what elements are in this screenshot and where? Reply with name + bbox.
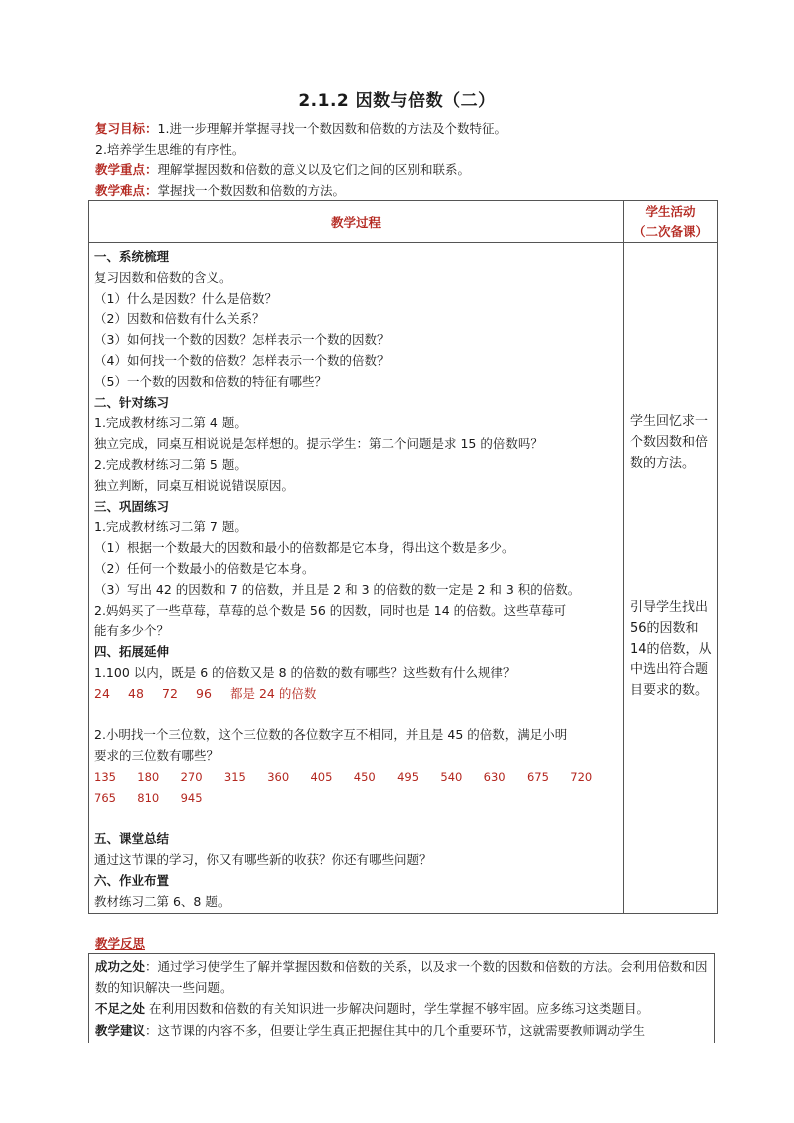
- section-title: 三、巩固练习: [94, 498, 170, 514]
- text-line: 要求的三位数有哪些？: [94, 748, 220, 764]
- key-point-line: [95, 159, 470, 180]
- text-line: （3）写出 42 的因数和 7 的倍数，并且是 2 和 3 的倍数的数一定是 2 和 3 积的倍数。: [94, 581, 581, 597]
- review-goal-text: 1.进一步理解并掌握寻找一个数因数和倍数的方法及个数特征。: [157, 121, 507, 136]
- activity-cell: [624, 243, 718, 914]
- answer-value: 180: [137, 769, 160, 784]
- difficulty-label: 教学难点：: [95, 183, 158, 198]
- section-title: 二、针对练习: [94, 394, 170, 410]
- answer-value: 48: [128, 685, 144, 701]
- answer-line-1: [94, 684, 623, 705]
- text-line: 2.小明找一个三位数，这个三位数的各位数字互不相同，并且是 45 的倍数，满足小明: [94, 727, 568, 743]
- page-title: 2.1.2 因数与倍数（二）: [298, 91, 496, 111]
- text-line: （4）如何找一个数的倍数？怎样表示一个数的倍数？: [94, 352, 390, 368]
- text-line: 独立完成，同桌互相说说是怎样想的。提示学生：第二个问题是求 15 的倍数吗？: [94, 436, 543, 452]
- answer-value: 450: [353, 769, 376, 784]
- section-title: 四、拓展延伸: [94, 644, 170, 660]
- activity-header: [624, 201, 718, 243]
- student-activity-note-1: 学生回忆求一个数因数和倍数的方法。: [630, 414, 709, 471]
- answer-value: 720: [570, 769, 593, 784]
- success-text: ：通过学习使学生了解并掌握因数和倍数的关系，以及求一个数的因数和倍数的方法。会利用倍数和因数的知识解决一些问题。: [95, 959, 708, 996]
- reflection-advice: [95, 1020, 708, 1041]
- answer-value: 810: [137, 790, 160, 805]
- text-line: 能有多少个？: [94, 623, 170, 639]
- key-point-label: 教学重点：: [95, 162, 158, 177]
- key-point-text: 理解掌握因数和倍数的意义以及它们之间的区别和联系。: [157, 162, 471, 177]
- text-line: 通过这节课的学习，你又有哪些新的收获？你还有哪些问题？: [94, 852, 432, 868]
- reflection-box: [88, 953, 715, 1043]
- answer-value: 495: [397, 769, 420, 784]
- review-goal-line: [95, 118, 507, 139]
- reflection-weakness: [95, 998, 708, 1019]
- process-cell: [89, 243, 624, 914]
- text-line: 1.完成教材练习二第 7 题。: [94, 519, 247, 535]
- text-line: 独立判断，同桌互相说说错误原因。: [94, 477, 295, 493]
- text-line: 复习因数和倍数的含义。: [94, 269, 232, 285]
- answer-value: 945: [180, 790, 203, 805]
- difficulty-line: [95, 180, 345, 201]
- lesson-table: [88, 200, 718, 914]
- text-line: 1.100 以内，既是 6 的倍数又是 8 的倍数的数有哪些？这些数有什么规律？: [94, 664, 516, 680]
- advice-text: ：这节课的内容不多，但要让学生真正把握住其中的几个重要环节，这就需要教师调动学生: [145, 1022, 646, 1038]
- section-title: 五、课堂总结: [94, 831, 170, 847]
- text-line: 2.妈妈买了一些草莓，草莓的总个数是 56 的因数，同时也是 14 的倍数。这些草莓可: [94, 602, 567, 618]
- review-goal-label: 复习目标：: [95, 121, 158, 136]
- advice-label: 教学建议: [95, 1022, 146, 1038]
- weak-label: 不足之处: [95, 1001, 146, 1017]
- blank-line: [94, 809, 623, 830]
- text-line: （2）因数和倍数有什么关系？: [94, 311, 265, 327]
- answer-value: 405: [310, 769, 333, 784]
- student-activity-note-2: 引导学生找出56的因数和14的倍数，从中选出符合题目要求的数。: [630, 600, 712, 699]
- section-title: 六、作业布置: [94, 872, 170, 888]
- text-line: （3）如何找一个数的因数？怎样表示一个数的因数？: [94, 332, 390, 348]
- text-line: （5）一个数的因数和倍数的特征有哪些？: [94, 373, 327, 389]
- text-line: 教材练习二第 6、8 题。: [94, 893, 231, 909]
- text-line: 2.完成教材练习二第 5 题。: [94, 456, 247, 472]
- activity-header-line-2: （二次备课）: [632, 223, 708, 239]
- reflection-title: 教学反思: [95, 936, 146, 951]
- text-line: （2）任何一个数最小的倍数是它本身。: [94, 560, 315, 576]
- answer-value: 675: [526, 769, 549, 784]
- text-line: 1.完成教材练习二第 4 题。: [94, 415, 247, 431]
- answer-value: 630: [483, 769, 506, 784]
- text-line: （1）根据一个数最大的因数和最小的倍数都是它本身，得出这个数是多少。: [94, 540, 515, 556]
- text-line: （1）什么是因数？什么是倍数？: [94, 290, 277, 306]
- answer-line-3: [94, 788, 623, 809]
- answer-value: 765: [94, 790, 116, 805]
- process-header: 教学过程: [89, 201, 624, 243]
- answer-value: 24: [94, 685, 110, 701]
- answer-value: 315: [223, 769, 246, 784]
- success-label: 成功之处: [95, 959, 146, 974]
- answer-line-2: [94, 767, 623, 788]
- weak-text: 在利用因数和倍数的有关知识进一步解决问题时，学生掌握不够牢固。应多练习这类题目。: [145, 1001, 649, 1017]
- answer-value: 270: [180, 769, 203, 784]
- answer-value: 540: [440, 769, 463, 784]
- answer-value: 72: [162, 685, 178, 701]
- reflection-success: [95, 956, 708, 998]
- answer-note: 都是 24 的倍数: [230, 685, 317, 701]
- answer-value: 360: [267, 769, 290, 784]
- blank-line: [94, 705, 623, 726]
- answer-value: 96: [196, 685, 212, 701]
- activity-header-line-1: 学生活动: [645, 203, 696, 219]
- section-title: 一、系统梳理: [94, 249, 170, 264]
- answer-value: 135: [94, 769, 116, 784]
- review-goal-line-2: 2.培养学生思维的有序性。: [95, 142, 245, 157]
- difficulty-text: 掌握找一个数因数和倍数的方法。: [157, 183, 346, 198]
